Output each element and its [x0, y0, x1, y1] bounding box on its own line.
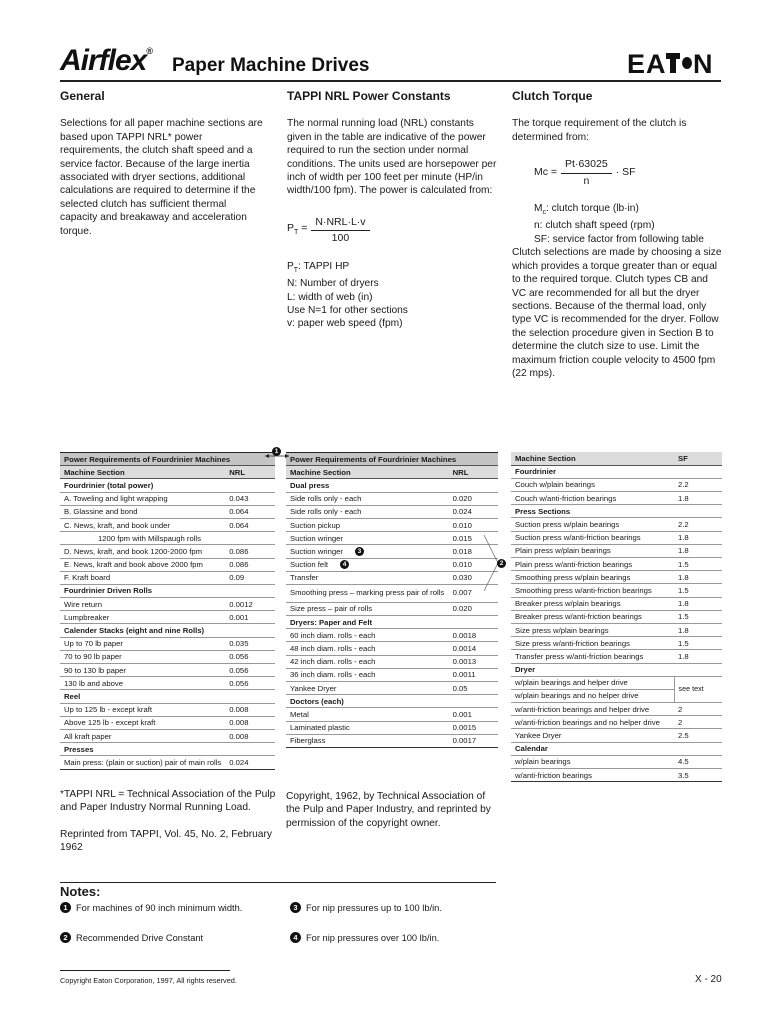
table-row	[60, 598, 275, 611]
table-cell-value	[674, 465, 722, 478]
table-cell-value: 1.8	[674, 492, 722, 505]
footer-rule	[60, 970, 230, 971]
column-header: NRL	[449, 466, 498, 479]
table-cell-label: Suction wringer	[286, 532, 449, 545]
note-item	[60, 902, 242, 913]
table-cell-label: Dryers: Paper and Felt	[286, 616, 449, 629]
table-cell-value: 0.0011	[449, 668, 498, 681]
table-cell-value	[225, 584, 275, 597]
table-row	[286, 655, 498, 668]
definition-line: $M_c$: clutch torque (lb·in)	[534, 203, 639, 217]
note-marker-1: 1	[272, 447, 281, 456]
table-cell-label: w/anti-friction bearings and helper drive	[511, 703, 674, 716]
table-cell-label: All kraft paper	[60, 729, 225, 742]
table-cell-value: 0.056	[225, 664, 275, 677]
table-cell-label: Metal	[286, 708, 449, 721]
table-cell-label: Smoothing press w/plain bearings	[511, 571, 674, 584]
table-cell-value	[225, 743, 275, 756]
table-row	[286, 558, 498, 571]
table-row	[286, 642, 498, 655]
table-cell-label: Couch w/anti-friction bearings	[511, 492, 674, 505]
table-row	[286, 602, 498, 615]
table-cell-label: 70 to 90 lb paper	[60, 650, 225, 663]
table-cell-value: 0.024	[449, 505, 498, 518]
table-cell-value: 2.2	[674, 518, 722, 531]
table-cell-label: E. News, kraft and book above 2000 fpm	[60, 558, 225, 571]
table-row	[286, 708, 498, 721]
table-cell-value: 0.010	[449, 518, 498, 531]
table-cell-label: 1200 fpm with Millspaugh rolls	[60, 532, 225, 545]
torque-formula: Mc = $\frac{Pt\cdot 63025}{n}$ · SF	[534, 158, 636, 187]
table-cell-value: 2.2	[674, 478, 722, 491]
table-cell-value: 0.0012	[225, 598, 275, 611]
table-cell-label: Size press w/plain bearings	[511, 623, 674, 636]
table-cell-value: 1.8	[674, 544, 722, 557]
table-section-row	[286, 616, 498, 629]
table-cell-value	[449, 479, 498, 492]
nrl-table-1	[60, 452, 275, 770]
table-cell-label: Laminated plastic	[286, 721, 449, 734]
table-cell-value: 0.05	[449, 682, 498, 695]
definition-line: n: clutch shaft speed (rpm)	[534, 220, 655, 232]
table-cell-value: 0.0013	[449, 655, 498, 668]
table-cell-label: w/anti-friction bearings and no helper drive	[511, 716, 674, 729]
table-cell-label: Dual press	[286, 479, 449, 492]
note-text: For nip pressures up to 100 lb/in.	[306, 902, 442, 913]
table-row	[60, 571, 275, 584]
table-cell-value	[674, 742, 722, 755]
table-cell-label: Suction press w/plain bearings	[511, 518, 674, 531]
table-title: Power Requirements of Fourdrinier Machines	[286, 453, 498, 466]
table-cell-value	[674, 505, 722, 518]
table-row	[60, 677, 275, 690]
table-cell-value: 0.018	[449, 545, 498, 558]
tappi-section	[287, 90, 497, 331]
column-header: Machine Section	[60, 466, 225, 479]
table-cell-label: Main press: (plain or suction) pair of main rolls	[60, 756, 225, 769]
table-row	[286, 545, 498, 558]
table-row	[286, 518, 498, 531]
table-section-row	[511, 465, 722, 478]
table-cell-label: C. News, kraft, and book under	[60, 518, 225, 531]
table-row	[60, 756, 275, 769]
general-section	[60, 90, 265, 238]
tappi-body: The normal running load (NRL) constants given in the table are indicative of the power required to run the section under normal conditions. The units used are horsepower per inch of width per 100 feet per minute (HP/in width/100 fpm). The power is calculated from:	[287, 118, 497, 197]
table-row	[60, 664, 275, 677]
table-cell-label: Yankee Dryer	[286, 682, 449, 695]
table-section-row	[60, 690, 275, 703]
eaton-logo	[627, 50, 721, 76]
table-section-row	[60, 479, 275, 492]
notes-title: Notes:	[60, 884, 101, 899]
table-cell-value: 1.8	[674, 623, 722, 636]
table-cell-label: Transfer	[286, 571, 449, 584]
table-cell-label: Calendar	[511, 742, 674, 755]
table-section-row	[286, 695, 498, 708]
table-cell-value: 0.015	[449, 532, 498, 545]
table-section-row	[511, 742, 722, 755]
table-row	[60, 611, 275, 624]
table-cell-value: 0.086	[225, 558, 275, 571]
table-row	[60, 716, 275, 729]
table-row	[511, 584, 722, 597]
table-row	[60, 492, 275, 505]
table-row	[286, 734, 498, 747]
table-row	[286, 532, 498, 545]
table-cell-label: Plain press w/anti-friction bearings	[511, 558, 674, 571]
table-row	[286, 584, 498, 602]
clutch-body: Clutch selections are made by choosing a size which provides a torque greater than or equal to the required torque. Clutch types CB and VC are recommended for all but the dryer sections. Because of the thermal load, only type VC is recommended for the dryer. Follow the selection procedure given in Section B to determine the clutch size to use. Limit the maximum friction couple velocity to 4500 fpm (22 mps).	[512, 247, 722, 379]
formula-fraction: $\frac{\text{N·NRL·L·v}}{100}$	[311, 216, 369, 246]
table-row	[511, 716, 722, 729]
table-cell-value	[225, 532, 275, 545]
table-row	[60, 729, 275, 742]
table-cell-value: see text	[674, 676, 722, 702]
table-cell-label: w/plain bearings and no helper drive	[511, 689, 674, 702]
table-cell-label: Side rolls only - each	[286, 505, 449, 518]
table-cell-label: Plain press w/plain bearings	[511, 544, 674, 557]
table-row	[286, 571, 498, 584]
table-row	[511, 755, 722, 768]
table-cell-value: 0.008	[225, 716, 275, 729]
table-cell-label: Reel	[60, 690, 225, 703]
table-cell-label: 90 to 130 lb paper	[60, 664, 225, 677]
table-cell-label: w/anti-friction bearings	[511, 769, 674, 782]
table-cell-value: 1.5	[674, 637, 722, 650]
table-cell-label: w/plain bearings and helper drive	[511, 676, 674, 689]
nrl-footnote: *TAPPI NRL = Technical Association of the Pulp and Paper Industry Normal Running Load.	[60, 789, 276, 814]
table-cell-value	[225, 624, 275, 637]
clutch-intro: The torque requirement of the clutch is determined from:	[512, 118, 687, 143]
table-section-row	[286, 479, 498, 492]
table-cell-label: Fourdrinier Driven Rolls	[60, 584, 225, 597]
table-section-row	[511, 663, 722, 676]
table-cell-label: Calender Stacks (eight and nine Rolls)	[60, 624, 225, 637]
general-heading: General	[60, 89, 105, 103]
table-row	[60, 650, 275, 663]
table-row	[286, 682, 498, 695]
table-cell-value: 1.8	[674, 650, 722, 663]
table-cell-value: 1.8	[674, 531, 722, 544]
table-cell-label: Smoothing press w/anti-friction bearings	[511, 584, 674, 597]
table-cell-value: 2.5	[674, 729, 722, 742]
note-marker-3: 3	[355, 547, 364, 556]
table-cell-value: 1.5	[674, 558, 722, 571]
table-section-row	[511, 505, 722, 518]
note-text: Recommended Drive Constant	[76, 932, 204, 943]
eaton-copyright: Copyright Eaton Corporation, 1997, All rights reserved.	[60, 976, 237, 985]
table-row	[511, 676, 722, 689]
table-row	[286, 505, 498, 518]
clutch-definitions	[534, 202, 722, 246]
table-row	[60, 558, 275, 571]
footnotes-middle	[286, 790, 498, 830]
table-row	[511, 518, 722, 531]
table-cell-value: 0.035	[225, 637, 275, 650]
table-row	[60, 545, 275, 558]
footnotes-left	[60, 788, 280, 868]
table-cell-value: 3.5	[674, 769, 722, 782]
table-cell-value: 0.001	[449, 708, 498, 721]
table-row	[60, 505, 275, 518]
table-cell-label: 42 inch diam. rolls - each	[286, 655, 449, 668]
clutch-section	[512, 90, 722, 380]
header-rule	[60, 80, 721, 82]
nrl-table-2	[286, 452, 498, 748]
table-cell-value	[449, 695, 498, 708]
table-cell-value: 0.086	[225, 545, 275, 558]
table-cell-value: 0.064	[225, 505, 275, 518]
notes-rule	[60, 882, 496, 883]
clutch-heading: Clutch Torque	[512, 89, 593, 103]
table-cell-label: Couch w/plain bearings	[511, 478, 674, 491]
column-header: Machine Section	[511, 452, 674, 465]
airflex-brand: Airflex®	[60, 44, 154, 77]
table-cell-value: 0.043	[225, 492, 275, 505]
table-cell-value: 0.020	[449, 602, 498, 615]
table-cell-label: B. Glassine and bond	[60, 505, 225, 518]
definition-line: L: width of web (in)	[287, 291, 373, 303]
power-formula	[287, 216, 497, 246]
service-factor-table	[511, 452, 722, 782]
table-cell-value: 0.056	[225, 650, 275, 663]
table-row	[511, 544, 722, 557]
table-section-row	[60, 624, 275, 637]
table-row	[286, 721, 498, 734]
tappi-definitions	[287, 260, 497, 331]
table-cell-label: Dryer	[511, 663, 674, 676]
table-row	[511, 637, 722, 650]
table-cell-label: Yankee Dryer	[511, 729, 674, 742]
column-header: Machine Section	[286, 466, 449, 479]
table-row	[60, 637, 275, 650]
note-item	[60, 932, 203, 943]
definition-line: Use N=1 for other sections	[287, 304, 408, 316]
table-cell-value: 4.5	[674, 755, 722, 768]
table-row	[511, 703, 722, 716]
table-row	[286, 629, 498, 642]
table-cell-label: Transfer press w/anti-friction bearings	[511, 650, 674, 663]
table-row	[511, 531, 722, 544]
table-cell-value: 0.001	[225, 611, 275, 624]
table-cell-label: Suction press w/anti-friction bearings	[511, 531, 674, 544]
table-cell-label: Doctors (each)	[286, 695, 449, 708]
table-cell-label: 36 inch diam. rolls - each	[286, 668, 449, 681]
table-cell-label: Fiberglass	[286, 734, 449, 747]
table-row	[511, 558, 722, 571]
table-cell-value	[225, 479, 275, 492]
table-cell-value: 1.5	[674, 610, 722, 623]
table-cell-label: Suction pickup	[286, 518, 449, 531]
table-row	[511, 623, 722, 636]
table-cell-value: 0.09	[225, 571, 275, 584]
table-cell-label: Fourdrinier	[511, 465, 674, 478]
table-cell-label: Breaker press w/plain bearings	[511, 597, 674, 610]
note-number: 1	[60, 902, 71, 913]
table-cell-value: 0.064	[225, 518, 275, 531]
page-title: Paper Machine Drives	[172, 55, 370, 76]
table-cell-value: 1.5	[674, 584, 722, 597]
table-row	[511, 571, 722, 584]
table-cell-label: 60 inch diam. rolls - each	[286, 629, 449, 642]
column-header: NRL	[225, 466, 275, 479]
table-cell-label: Presses	[60, 743, 225, 756]
table-cell-value: 0.008	[225, 703, 275, 716]
table-cell-label: w/plain bearings	[511, 755, 674, 768]
svg-text:A: A	[646, 50, 665, 76]
table-row	[511, 478, 722, 491]
table-row	[511, 729, 722, 742]
table-cell-value: 0.0015	[449, 721, 498, 734]
table-cell-value: 0.007	[449, 584, 498, 602]
table-row	[511, 492, 722, 505]
table-row	[511, 610, 722, 623]
table-cell-label: Up to 125 lb - except kraft	[60, 703, 225, 716]
table-cell-value	[449, 616, 498, 629]
table-cell-value: 0.0018	[449, 629, 498, 642]
page-number: X - 20	[695, 974, 722, 985]
table-cell-value: 0.030	[449, 571, 498, 584]
table-cell-label: F. Kraft board	[60, 571, 225, 584]
table-cell-value: 0.010	[449, 558, 498, 571]
table-cell-label: Press Sections	[511, 505, 674, 518]
note-number: 2	[60, 932, 71, 943]
table-row	[60, 703, 275, 716]
note-item	[290, 932, 439, 943]
table-row	[511, 769, 722, 782]
table-row	[511, 597, 722, 610]
table-row	[286, 492, 498, 505]
table-cell-value: 0.0017	[449, 734, 498, 747]
table-cell-label: Smoothing press – marking press pair of rolls	[286, 584, 449, 602]
table-section-row	[60, 743, 275, 756]
definition-line: SF: service factor from following table	[534, 233, 704, 245]
note-number: 4	[290, 932, 301, 943]
definition-line: N: Number of dryers	[287, 278, 379, 290]
table-cell-label: 48 inch diam. rolls - each	[286, 642, 449, 655]
table-cell-value: 0.008	[225, 729, 275, 742]
table-cell-label: 130 lb and above	[60, 677, 225, 690]
table-row	[60, 518, 275, 531]
table-cell-label: Size press w/anti-friction bearings	[511, 637, 674, 650]
table-cell-value: 0.020	[449, 492, 498, 505]
table-cell-label: Breaker press w/anti-friction bearings	[511, 610, 674, 623]
note-marker-2: 2	[497, 559, 506, 568]
definition-line: $P_T$: TAPPI HP	[287, 260, 350, 274]
table-cell-label: Lumpbreaker	[60, 611, 225, 624]
formula-lhs: $P_T$ =	[287, 222, 308, 237]
table-row	[286, 668, 498, 681]
table-cell-value: 1.8	[674, 571, 722, 584]
note-marker-4: 4	[340, 560, 349, 569]
table-cell-label: Wire return	[60, 598, 225, 611]
table-cell-value	[225, 690, 275, 703]
table-cell-value: 0.056	[225, 677, 275, 690]
table-cell-label: Up to 70 lb paper	[60, 637, 225, 650]
svg-text:N: N	[693, 50, 713, 76]
table-cell-label: D. News, kraft, and book 1200-2000 fpm	[60, 545, 225, 558]
general-body: Selections for all paper machine sections are based upon TAPPI NRL* power requirements, the clutch shaft speed and a service factor. Because of the large inertia associated with dryer sections, additional calculations are required to determine if the selected clutch has sufficient thermal capacity and breakaway and acceleration torque.	[60, 118, 263, 237]
table-cell-value: 2	[674, 703, 722, 716]
table-title: Power Requirements of Fourdrinier Machines	[60, 453, 275, 466]
tappi-heading: TAPPI NRL Power Constants	[287, 89, 451, 103]
table-cell-value: 0.0014	[449, 642, 498, 655]
table-cell-value: 0.024	[225, 756, 275, 769]
table-cell-label: Above 125 lb - except kraft	[60, 716, 225, 729]
column-header: SF	[674, 452, 722, 465]
table-cell-value	[674, 663, 722, 676]
note-text: For nip pressures over 100 lb/in.	[306, 932, 440, 943]
table-cell-label: A. Toweling and light wrapping	[60, 492, 225, 505]
table-cell-label: Suction felt 4	[286, 558, 449, 571]
table-cell-label: Side rolls only - each	[286, 492, 449, 505]
table-row	[60, 532, 275, 545]
note-number: 3	[290, 902, 301, 913]
table-cell-value: 1.8	[674, 597, 722, 610]
reprint-footnote: Reprinted from TAPPI, Vol. 45, No. 2, February 1962	[60, 828, 272, 854]
svg-text:E: E	[627, 50, 645, 76]
tappi-copyright: Copyright, 1962, by Technical Association of the Pulp and Paper Industry, and reprinted by permission of the copyright owner.	[286, 791, 491, 829]
table-cell-label: Fourdrinier (total power)	[60, 479, 225, 492]
note-text: For machines of 90 inch minimum width.	[76, 902, 243, 913]
table-cell-label: Suction wringer 3	[286, 545, 449, 558]
table-cell-value: 2	[674, 716, 722, 729]
table-row	[511, 650, 722, 663]
table-section-row	[60, 584, 275, 597]
table-cell-label: Size press – pair of rolls	[286, 602, 449, 615]
note-item	[290, 902, 442, 913]
definition-line: v: paper web speed (fpm)	[287, 318, 403, 330]
formula-fraction: $\frac{Pt\cdot 63025}{n}$	[561, 158, 612, 188]
